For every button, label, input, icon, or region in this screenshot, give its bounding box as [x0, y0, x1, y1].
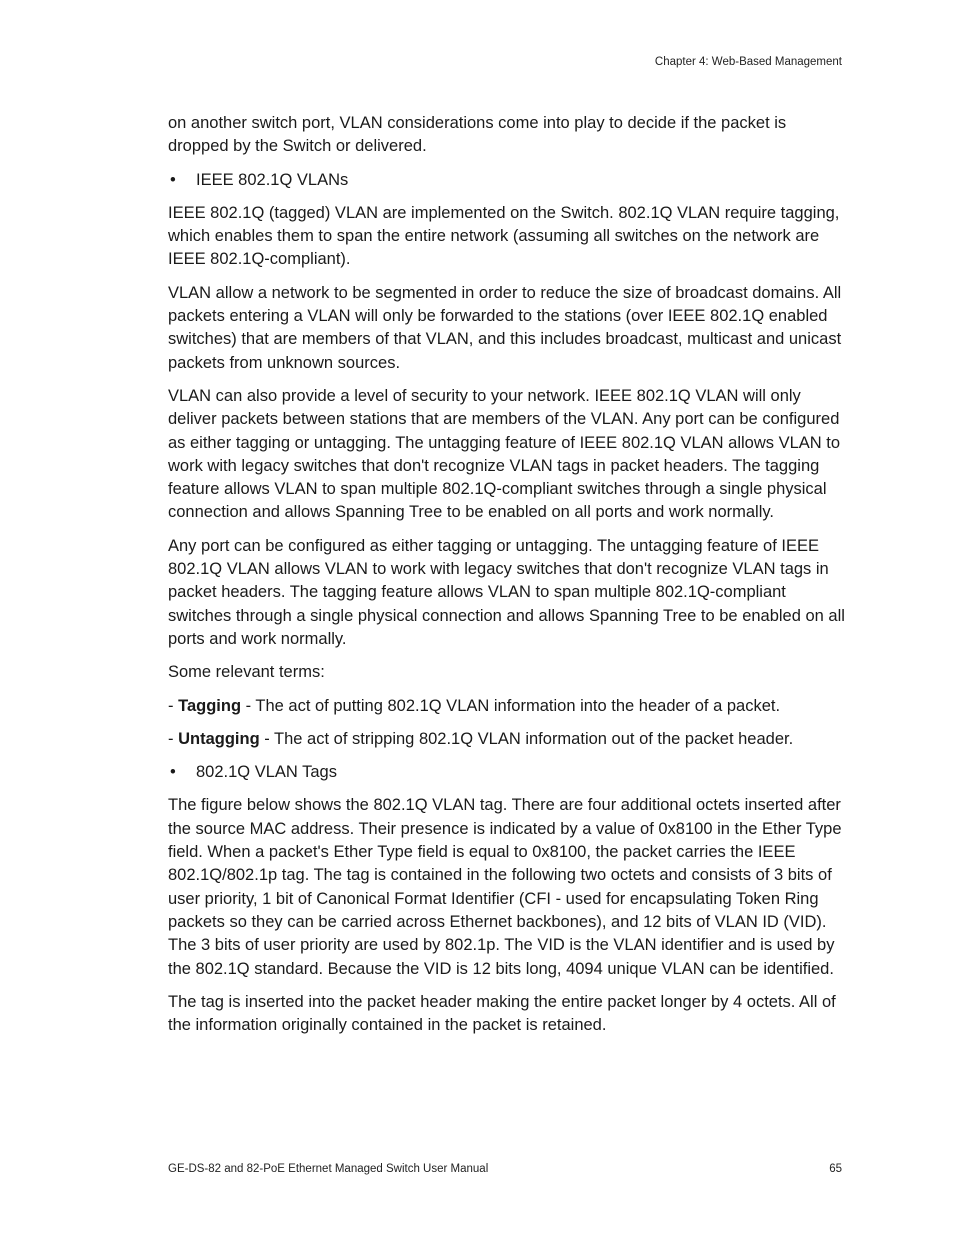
term-name: Tagging [178, 696, 242, 715]
paragraph-port-config: Any port can be configured as either tagging or untagging. The untagging feature of IEEE 802.1Q VLAN allows VLAN to work with legacy switches that don't recognize VLAN tags in packet headers. The tagging feature allows VLAN to span multiple 802.1Q-compliant switches through a single physical connection and allows Spanning Tree to be enabled on all ports and work normally. [168, 536, 845, 648]
term-tagging [168, 695, 846, 718]
page-content [168, 112, 846, 1047]
paragraph-tag-description: The figure below shows the 802.1Q VLAN tag. There are four additional octets inserted after the source MAC address. Their presence is indicated by a value of 0x8100 in the Ether Type field. When a packet's Ether Type field is equal to 0x8100, the packet carries the IEEE 802.1Q/802.1p tag. The tag is contained in the following two octets and consists of 3 bits of user priority, 1 bit of Canonical Format Identifier (CFI - used for encapsulating Token Ring packets so they can be carried across Ethernet backbones), and 12 bits of VLAN ID (VID). The 3 bits of user priority are used by 802.1p. The VID is the VLAN identifier and is used by the 802.1Q standard. Because the VID is 12 bits long, 4094 unique VLAN can be identified. [168, 796, 842, 978]
term-description: - The act of stripping 802.1Q VLAN information out of the packet header. [259, 729, 794, 748]
term-description: - The act of putting 802.1Q VLAN information into the header of a packet. [241, 696, 781, 715]
paragraph-tag-insertion: The tag is inserted into the packet header making the entire packet longer by 4 octets. All of the information originally contained in the packet is retained. [168, 992, 836, 1035]
paragraph-security: VLAN can also provide a level of security to your network. IEEE 802.1Q VLAN will only deliver packets between stations that are members of the VLAN. Any port can be configured as either tagging or untagging. The untagging feature of IEEE 802.1Q VLAN allows VLAN to work with legacy switches that don't recognize VLAN tags in packet headers. The tagging feature allows VLAN to span multiple 802.1Q-compliant switches through a single physical connection and allows Spanning Tree to be enabled on all ports and work normally. [168, 386, 841, 522]
footer-page-number: 65 [829, 1163, 842, 1175]
footer-manual-title: GE-DS-82 and 82-PoE Ethernet Managed Switch User Manual [168, 1163, 489, 1175]
paragraph-tagged-vlan: IEEE 802.1Q (tagged) VLAN are implemented on the Switch. 802.1Q VLAN require tagging, which enables them to span the entire network (assuming all switches on the network are IEEE 802.1Q-compliant). [168, 203, 840, 269]
term-untagging [168, 728, 846, 751]
term-name: Untagging [178, 729, 260, 748]
term-prefix: - [168, 729, 179, 748]
bullet-dot-icon: • [170, 170, 176, 189]
bullet-ieee-8021q-vlans [168, 169, 846, 192]
bullet-text: IEEE 802.1Q VLANs [196, 170, 349, 189]
running-header: Chapter 4: Web-Based Management [654, 56, 842, 68]
bullet-vlan-tags [168, 761, 846, 784]
bullet-dot-icon: • [170, 763, 176, 782]
bullet-text: 802.1Q VLAN Tags [196, 763, 337, 782]
paragraph-terms-intro: Some relevant terms: [168, 663, 325, 682]
paragraph-continuation: on another switch port, VLAN considerations come into play to decide if the packet is dropped by the Switch or delivered. [168, 114, 787, 156]
paragraph-segmentation: VLAN allow a network to be segmented in order to reduce the size of broadcast domains. All packets entering a VLAN will only be forwarded to the stations (over IEEE 802.1Q enabled switches) that are members of that VLAN, and this includes broadcast, multicast and unicast packets from unknown sources. [168, 283, 842, 372]
term-prefix: - [168, 696, 179, 715]
